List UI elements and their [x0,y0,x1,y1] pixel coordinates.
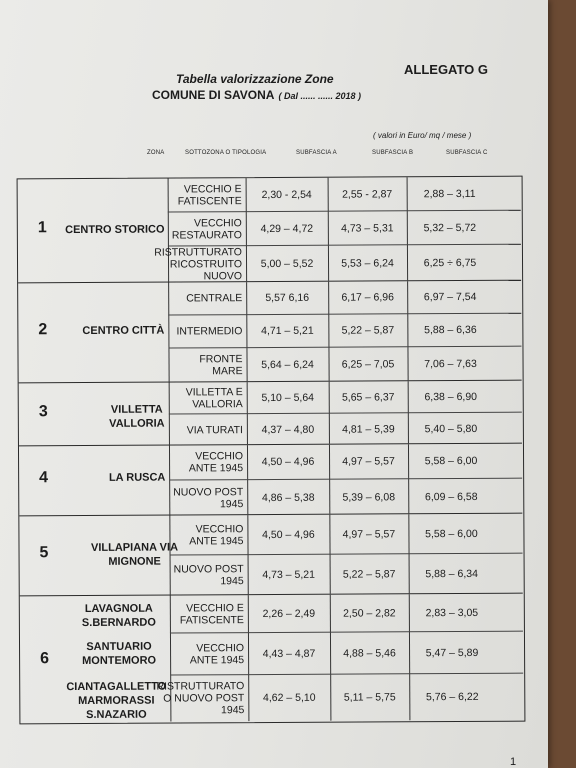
cell-subfascia-b: 4,97 – 5,57 [342,455,395,468]
cell-subfascia-b: 4,81 – 5,39 [342,422,395,436]
cell-tipologia: VECCHIO RESTAURATO [171,216,242,242]
valuation-table [17,176,526,725]
cell-tipologia: RISTRUTTURATO O NUOVO POST 1945 [156,680,245,717]
document-subtitle [152,88,361,102]
zone-subname: LAVAGNOLA S.BERNARDO [81,602,156,629]
table-row [169,479,522,516]
cell-tipologia: NUOVO POST 1945 [173,485,244,510]
cell-subfascia-b: 4,73 – 5,31 [341,221,394,235]
cell-tipologia: VECCHIO E FATISCENTE [177,182,242,207]
cell-subfascia-a: 4,50 – 4,96 [262,528,315,541]
zone-name: VILLAPIANA VIA MIGNONE [90,541,179,568]
allegato-label: ALLEGATO G [404,62,489,77]
cell-subfascia-a: 4,86 – 5,38 [261,491,315,504]
table-row [170,554,523,596]
cell-subfascia-a: 5,57 6,16 [265,291,310,305]
cell-tipologia: VILLETTA E VALLORIA [185,385,243,410]
period-label: ( Dal ...... ...... 2018 ) [278,91,361,101]
cell-subfascia-a: 4,62 – 5,10 [262,691,316,705]
document-title: Tabella valorizzazione Zone [176,72,334,86]
cell-tipologia: VIA TURATI [186,423,243,436]
cell-subfascia-c: 2,88 – 3,11 [423,187,476,200]
cell-subfascia-b: 6,25 – 7,05 [341,358,395,371]
cell-tipologia: NUOVO POST 1945 [173,563,244,588]
zone-number: 2 [38,321,48,339]
cell-subfascia-c: 6,38 – 6,90 [424,390,478,403]
zone-number: 6 [40,650,50,668]
cell-subfascia-c: 7,06 – 7,63 [424,357,477,371]
zone-name: CENTRO STORICO [65,223,165,237]
table-row [168,281,521,316]
table-row [169,514,522,556]
cell-tipologia: VECCHIO ANTE 1945 [188,450,244,475]
cell-subfascia-a: 4,43 – 4,87 [262,647,316,660]
cell-subfascia-c: 5,47 – 5,89 [425,646,479,659]
zone-subname: SANTUARIO MONTEMORO [82,640,157,667]
cell-subfascia-a: 2,30 - 2,54 [261,188,312,201]
column-header-subfascia-a: SUBFASCIA A [296,150,337,156]
cell-subfascia-a: 4,37 – 4,80 [261,423,315,436]
table-row [168,177,521,213]
cell-subfascia-a: 4,71 – 5,21 [261,324,314,338]
zone-number: 1 [37,219,47,237]
cell-tipologia: RISTRUTTURATO RICOSTRUITO NUOVO [154,246,243,283]
zone-group-2 [18,281,522,384]
cell-tipologia: CENTRALE [186,292,243,305]
cell-subfascia-c: 5,58 – 6,00 [425,527,478,540]
cell-subfascia-a: 4,29 – 4,72 [260,222,314,235]
zone-group-6 [20,594,524,723]
zone-group-5 [19,514,522,597]
cell-subfascia-a: 2,26 – 2,49 [262,607,316,620]
cell-subfascia-c: 6,25 ÷ 6,75 [423,256,477,270]
table-row [168,347,521,383]
cell-subfascia-b: 5,22 – 5,87 [341,324,395,337]
zone-group-3 [19,381,522,447]
column-header-zona: ZONA [147,150,165,156]
cell-subfascia-b: 5,39 – 6,08 [342,490,396,504]
zone-number: 3 [38,403,48,421]
cell-tipologia: FRONTE MARE [199,353,243,378]
table-row [170,632,523,676]
cell-subfascia-a: 5,10 – 5,64 [261,391,315,404]
cell-subfascia-b: 2,55 - 2,87 [342,187,393,201]
column-header-subfascia-b: SUBFASCIA B [372,150,414,156]
cell-subfascia-a: 4,50 – 4,96 [261,455,315,469]
table-row [168,211,521,247]
zone-name: VILLETTA VALLORIA [109,403,165,430]
cell-subfascia-b: 4,88 – 5,46 [343,646,396,660]
cell-tipologia: VECCHIO ANTE 1945 [189,522,244,547]
table-row [169,381,522,415]
units-note: ( valori in Euro/ mq / mese ) [373,131,472,140]
cell-tipologia: VECCHIO E FATISCENTE [179,601,244,626]
cell-subfascia-b: 5,11 – 5,75 [343,691,396,704]
table-row [168,314,521,349]
cell-subfascia-b: 4,97 – 5,57 [342,527,396,541]
cell-subfascia-c: 2,83 – 3,05 [425,606,479,619]
table-row [169,444,522,481]
cell-subfascia-a: 4,73 – 5,21 [262,568,315,582]
cell-subfascia-b: 5,53 – 6,24 [341,257,394,270]
zone-name: LA RUSCA [108,471,166,484]
cell-tipologia: INTERMEDIO [176,325,243,338]
cell-subfascia-c: 5,40 – 5,80 [424,422,478,435]
cell-subfascia-c: 5,32 – 5,72 [423,221,477,234]
cell-subfascia-c: 6,97 – 7,54 [423,290,477,304]
table-row [169,413,522,446]
cell-subfascia-a: 5,00 – 5,52 [260,257,314,271]
zone-group-1 [18,177,522,284]
cell-subfascia-a: 5,64 – 6,24 [261,358,314,372]
table-row [154,245,521,283]
table-row [156,674,523,722]
cell-subfascia-c: 5,88 – 6,36 [424,323,477,337]
cell-subfascia-b: 5,65 – 6,37 [341,390,395,404]
cell-subfascia-b: 2,50 – 2,82 [343,606,396,620]
comune-name: COMUNE DI SAVONA [152,88,275,102]
zone-number: 5 [39,544,49,562]
cell-tipologia: VECCHIO ANTE 1945 [189,641,245,666]
zone-number: 4 [39,469,49,487]
table-row [170,594,523,634]
column-header-subfascia-c: SUBFASCIA C [446,150,488,156]
column-header-sottozona: SOTTOZONA O TIPOLOGIA [185,150,267,156]
cell-subfascia-c: 5,88 – 6,34 [425,567,478,581]
cell-subfascia-b: 5,22 – 5,87 [342,568,396,581]
zone-name: CENTRO CITTÀ [82,324,165,337]
page-number: 1 [510,756,517,768]
zone-subname: CIANTAGALLETTO MARMORASSI S.NAZARIO [66,680,167,721]
cell-subfascia-b: 6,17 – 6,96 [341,291,394,304]
cell-subfascia-c: 5,76 – 6,22 [425,690,479,704]
zone-group-4 [19,444,522,517]
cell-subfascia-c: 6,09 – 6,58 [424,490,478,503]
cell-subfascia-c: 5,58 – 6,00 [424,454,478,468]
